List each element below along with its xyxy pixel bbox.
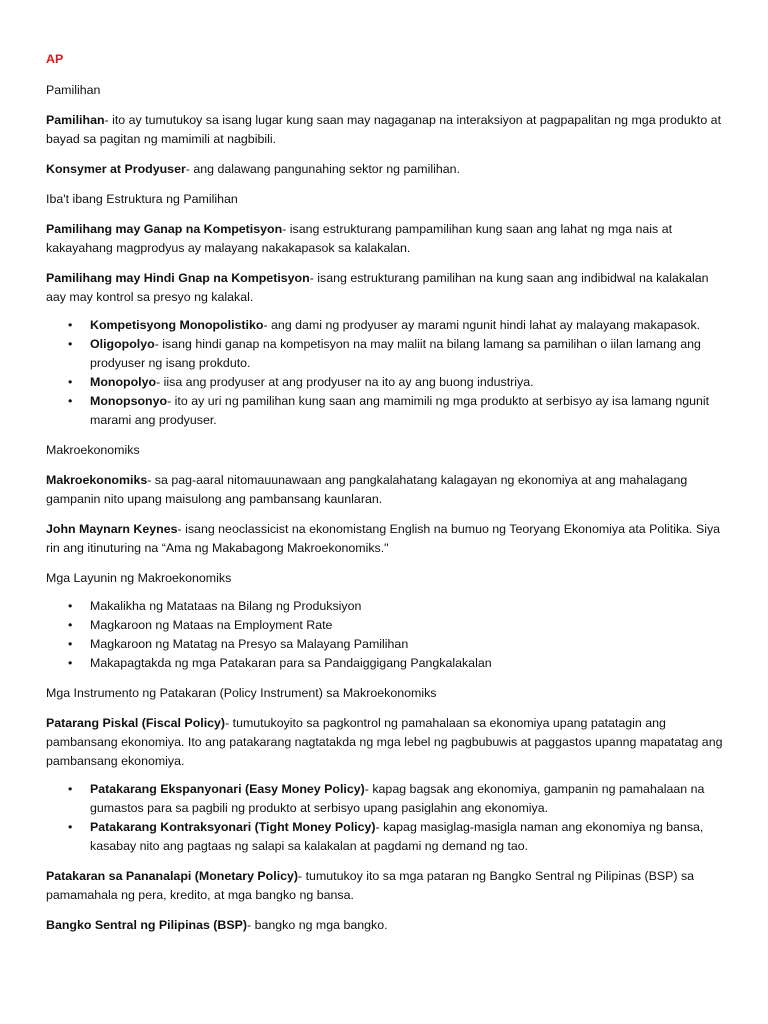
paragraph [46,867,726,905]
section-heading: Makroekonomiks [46,443,140,457]
term: Patakarang Kontraksyonari (Tight Money Policy) [90,820,376,834]
document-page [46,50,726,946]
section-heading: Iba't ibang Estruktura ng Pamilihan [46,192,238,206]
list-item [46,597,726,616]
bullet-icon: • [68,637,73,651]
paragraph [46,520,726,558]
definition: - ang dami ng prodyuser ay marami ngunit hindi lahat ay malayang makapasok. [263,318,701,332]
paragraph [46,916,726,935]
term: Monopsonyo [90,394,168,408]
definition: - bangko ng mga bangko. [247,918,388,932]
list-item-text: Makalikha ng Matataas na Bilang ng Produksiyon [90,599,362,613]
paragraph [46,160,726,179]
term: John Maynarn Keynes [46,522,178,536]
term: Pamilihan [46,113,105,127]
paragraph [46,111,726,149]
paragraph [46,269,726,307]
list-item-text: Magkaroon ng Matatag na Presyo sa Malayang Pamilihan [90,637,409,651]
list-item [46,373,726,392]
definition: - ito ay uri ng pamilihan kung saan ang mamimili ng mga produkto at serbisyo ay isa lamang ngunit marami ang prodyuser. [90,394,710,427]
list-item [46,335,726,373]
definition: - kapag masiglag-masigla naman ang ekonomiya ng bansa, kasabay nito ang pagtaas ng salapi sa kalakalan at pagdami ng demand ng tao. [90,820,704,853]
definition: - isang hindi ganap na kompetisyon na may maliit na bilang lamang sa pamilihan o iilan lamang ang prodyuser ng isang prokduto. [90,337,701,370]
list-item-text: Magkaroon ng Mataas na Employment Rate [90,618,333,632]
definition: - tumutukoyito sa pagkontrol ng pamahalaan sa ekonomiya upang patatagin ang pambansang ekonomiya. Ito ang patakarang nagtatakda ng mga lebel ng pagbubuwis at paggastos upanng mapatatag ang pambansang ekonomiya. [46,716,723,768]
definition: - tumutukoy ito sa mga pataran ng Bangko Sentral ng Pilipinas (BSP) sa pamamahala ng pera, kredito, at mga bangko ng bansa. [46,869,695,902]
bullet-icon: • [68,618,73,632]
term: Pamilihang may Hindi Gnap na Kompetisyon [46,271,310,285]
term: Monopolyo [90,375,157,389]
list-item [46,616,726,635]
term: Kompetisyong Monopolistiko [90,318,264,332]
definition: - sa pag-aaral nitomauunawaan ang pangkalahatang kalagayan ng ekonomiya at ang mahalagang gampanin nito upang maisulong ang pambansang kaunlaran. [46,473,688,506]
bullet-icon: • [68,782,73,796]
list-item [46,654,726,673]
definition: - kapag bagsak ang ekonomiya, gampanin ng pamahalaan na gumastos para sa pagbili ng produkto at serbisyo upang pasiglahin ang ekonomiya. [90,782,705,815]
term: Patakaran sa Pananalapi (Monetary Policy) [46,869,299,883]
market-structure-list [46,316,726,430]
bullet-icon: • [68,656,73,670]
bullet-icon: • [68,394,73,408]
fiscal-policy-list [46,780,726,856]
term: Makroekonomiks [46,473,148,487]
paragraph [46,220,726,258]
bullet-icon: • [68,599,73,613]
paragraph [46,714,726,771]
term: Bangko Sentral ng Pilipinas (BSP) [46,918,248,932]
definition: - ang dalawang pangunahing sektor ng pamilihan. [185,162,460,176]
doc-title: AP [46,52,64,66]
definition: - isang neoclassicist na ekonomistang English na bumuo ng Teoryang Ekonomiya ata Politika. Siya rin ang itinuturing na “Ama ng Makabagong Makroekonomiks." [46,522,721,555]
definition: - isang estrukturang pampamilihan kung saan ang lahat ng mga nais at kakayahang magprodyus ay malayang nakakapasok sa kalakalan. [46,222,673,255]
goals-list [46,597,726,673]
section-heading: Pamilihan [46,83,101,97]
paragraph [46,471,726,509]
definition: - iisa ang prodyuser at ang prodyuser na ito ay ang buong industriya. [156,375,534,389]
list-item [46,818,726,856]
bullet-icon: • [68,820,73,834]
term: Patarang Piskal (Fiscal Policy) [46,716,226,730]
list-item [46,635,726,654]
bullet-icon: • [68,318,73,332]
term: Patakarang Ekspanyonari (Easy Money Policy) [90,782,365,796]
bullet-icon: • [68,375,73,389]
term: Oligopolyo [90,337,155,351]
section-heading: Mga Instrumento ng Patakaran (Policy Instrument) sa Makroekonomiks [46,686,437,700]
definition: - ito ay tumutukoy sa isang lugar kung saan may nagaganap na interaksiyon at pagpapalitan ng mga produkto at bayad sa pagitan ng mamimili at nagbibili. [46,113,722,146]
section-heading: Mga Layunin ng Makroekonomiks [46,571,232,585]
list-item [46,392,726,430]
list-item [46,316,726,335]
definition: - isang estrukturang pamilihan na kung saan ang indibidwal na kalakalan aay may kontrol sa presyo ng kalakal. [46,271,709,304]
list-item-text: Makapagtakda ng mga Patakaran para sa Pandaiggigang Pangkalakalan [90,656,492,670]
term: Pamilihang may Ganap na Kompetisyon [46,222,283,236]
list-item [46,780,726,818]
bullet-icon: • [68,337,73,351]
term: Konsymer at Prodyuser [46,162,186,176]
